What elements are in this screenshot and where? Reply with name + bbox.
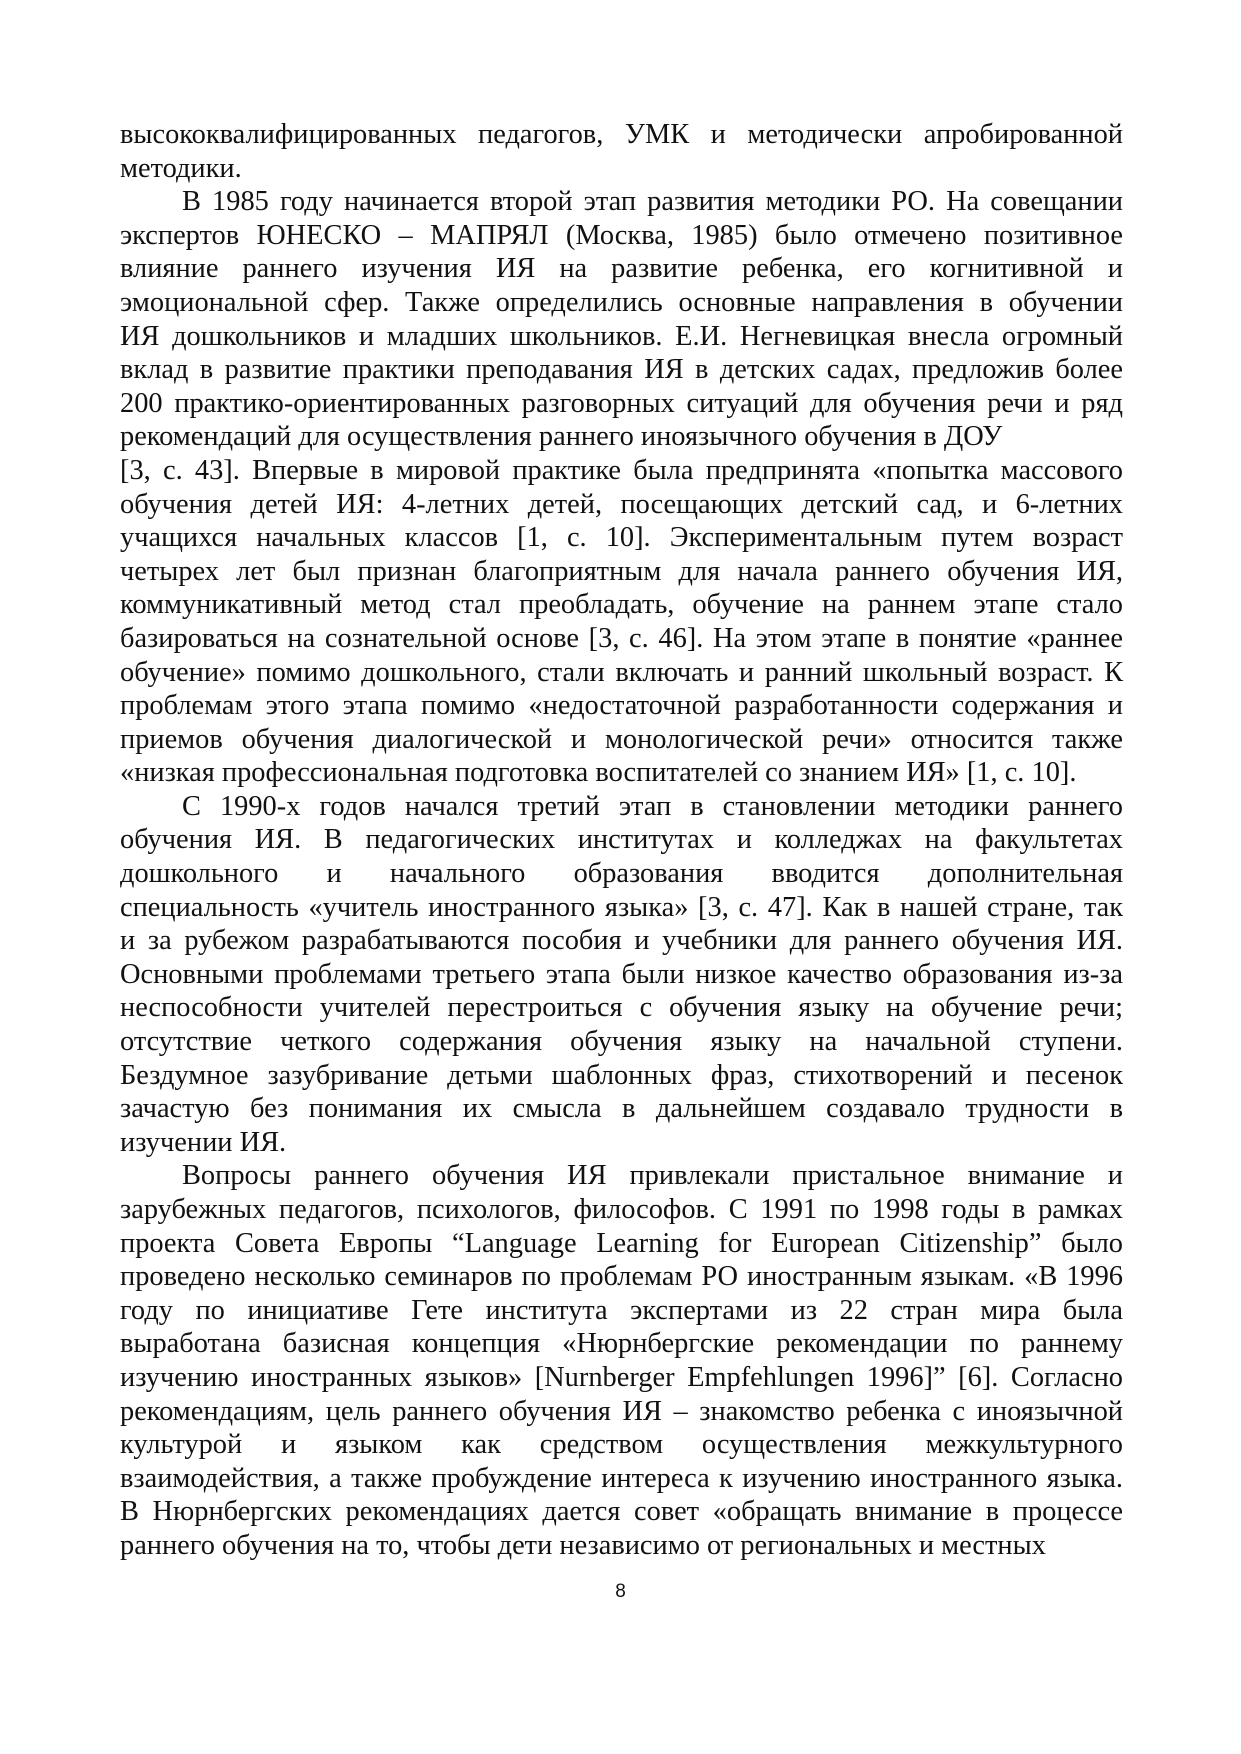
text-line: экспертов ЮНЕСКО – МАПРЯЛ (Москва, 1985) было отмечено позитивное (120, 219, 1123, 251)
text-line: изучении ИЯ. (120, 1126, 287, 1158)
text-line: зачастую без понимания их смысла в дальнейшем создавало трудности в (120, 1093, 1123, 1125)
text-line: приемов обучения диалогической и монологической речи» относится также (120, 723, 1123, 755)
text-line: влияние раннего изучения ИЯ на развитие ребенка, его когнитивной и (120, 253, 1123, 285)
text-line: Основными проблемами третьего этапа были низкое качество образования из-за (120, 958, 1123, 990)
text-line: специальность «учитель иностранного языка» [3, с. 47]. Как в нашей стране, так (120, 891, 1123, 923)
text-line: проблемам этого этапа помимо «недостаточной разработанности содержания и (120, 690, 1123, 722)
text-line: [3, с. 43]. Впервые в мировой практике была предпринята «попытка массового (120, 454, 1123, 486)
text-line: вклад в развитие практики преподавания ИЯ в детских садах, предложив более (120, 354, 1123, 386)
text-line: базироваться на сознательной основе [3, с. 46]. На этом этапе в понятие «раннее (120, 622, 1123, 654)
text-line: отсутствие четкого содержания обучения языку на начальной ступени. (120, 1026, 1123, 1058)
body-text (120, 118, 1123, 1563)
text-line: обучение» помимо дошкольного, стали включать и ранний школьный возраст. К (120, 656, 1123, 688)
text-line: высококвалифицированных педагогов, УМК и методически апробированной (120, 119, 1123, 150)
text-line: обучения детей ИЯ: 4-летних детей, посещающих детский сад, и 6-летних (120, 488, 1123, 520)
text-line: В Нюрнбергских рекомендациях дается совет «обращать внимание в процессе (120, 1496, 1123, 1528)
text-line: взаимодействия, а также пробуждение интереса к изучению иностранного языка. (120, 1462, 1123, 1494)
text-line: культурой и языком как средством осуществления межкультурного (120, 1429, 1123, 1461)
text-line: рекомендациям, цель раннего обучения ИЯ – знакомство ребенка с иноязычной (120, 1395, 1123, 1427)
text-line: рекомендаций для осуществления раннего иноязычного обучения в ДОУ (120, 421, 1003, 453)
text-line: методики. (120, 152, 242, 184)
text-line: и за рубежом разрабатываются пособия и учебники для раннего обучения ИЯ. (120, 925, 1123, 957)
text-line: учащихся начальных классов [1, с. 10]. Экспериментальным путем возраст (120, 522, 1123, 554)
text-line: эмоциональной сфер. Также определились основные направления в обучении (120, 286, 1123, 318)
text-line: раннего обучения на то, чтобы дети независимо от региональных и местных (120, 1529, 1046, 1561)
text-line: Бездумное зазубривание детьми шаблонных фраз, стихотворений и песенок (120, 1059, 1123, 1091)
text-line: выработана базисная концепция «Нюрнбергские рекомендации по раннему (120, 1328, 1123, 1360)
text-line: обучения ИЯ. В педагогических институтах и колледжах на факультетах (120, 824, 1123, 856)
text-line: изучению иностранных языков» [Nurnberger Empfehlungen 1996]” [6]. Согласно (120, 1361, 1123, 1393)
text-line: неспособности учителей перестроиться с обучения языку на обучение речи; (120, 992, 1123, 1024)
text-line: В 1985 году начинается второй этап развития методики РО. На совещании (182, 186, 1123, 218)
text-line: 200 практико-ориентированных разговорных ситуаций для обучения речи и ряд (120, 387, 1123, 419)
text-line: дошкольного и начального образования вводится дополнительная (120, 858, 1123, 890)
text-line: «низкая профессиональная подготовка воспитателей со знанием ИЯ» [1, с. 10]. (120, 757, 1077, 789)
text-line: проекта Совета Европы “Language Learning for European Citizenship” было (120, 1227, 1123, 1259)
text-line: ИЯ дошкольников и младших школьников. Е.И. Негневицкая внесла огромный (120, 320, 1123, 352)
text-line: четырех лет был признан благоприятным для начала раннего обучения ИЯ, (120, 555, 1123, 587)
page-number: 8 (615, 1581, 626, 1602)
text-line: зарубежных педагогов, психологов, философов. С 1991 по 1998 годы в рамках (120, 1194, 1123, 1225)
text-line: коммуникативный метод стал преобладать, обучение на раннем этапе стало (120, 589, 1123, 621)
text-line: С 1990-х годов начался третий этап в становлении методики раннего (182, 790, 1123, 822)
text-line: проведено несколько семинаров по проблемам РО иностранным языкам. «В 1996 (120, 1261, 1123, 1293)
text-line: Вопросы раннего обучения ИЯ привлекали пристальное внимание и (182, 1160, 1123, 1192)
text-line: году по инициативе Гете института экспертами из 22 стран мира была (120, 1294, 1123, 1326)
